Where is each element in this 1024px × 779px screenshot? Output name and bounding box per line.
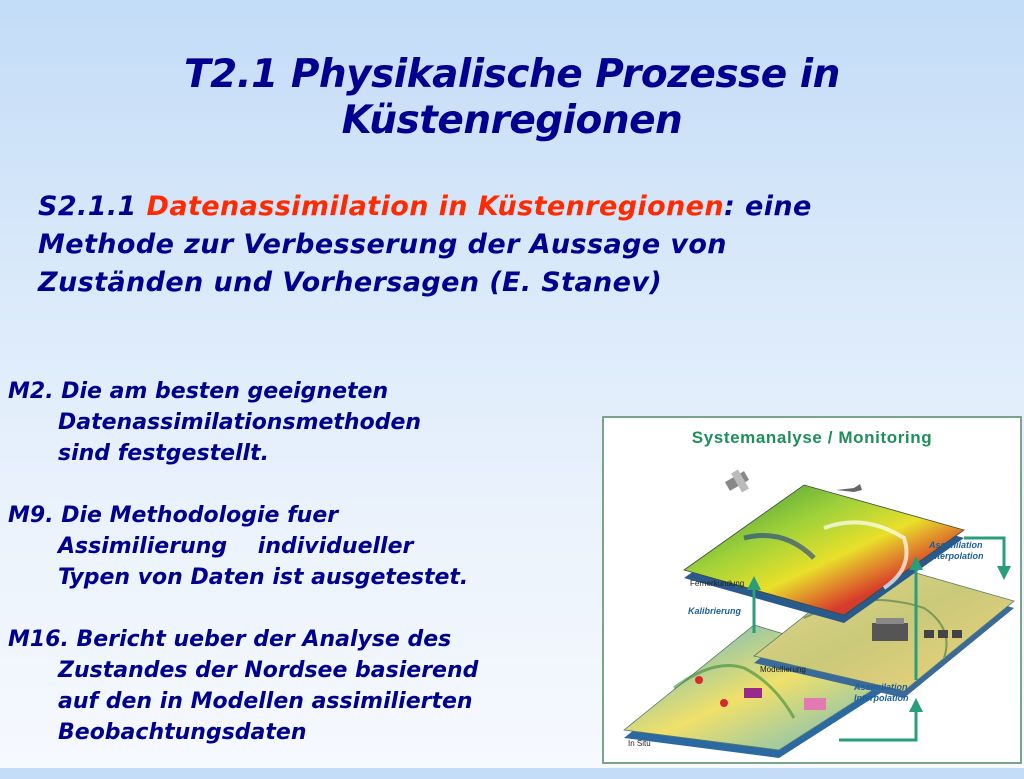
arrow-label-assimilation-bottom: Assimilation: [854, 682, 908, 692]
subtitle-highlight: Datenassimilation in Küstenregionen: [146, 191, 724, 222]
milestone-line: Zustandes der Nordsee basierend: [58, 658, 479, 683]
subtitle-line-2: Methode zur Verbesserung der Aussage von: [38, 229, 727, 260]
milestone-line: M16. Bericht ueber der Analyse des: [8, 627, 452, 652]
layer-label-modelling: Modellierung: [760, 665, 806, 674]
arrow-label-interpolation-bottom: Interpolation: [854, 693, 909, 703]
system-analysis-figure: [602, 416, 1022, 764]
milestone-m16: [8, 624, 598, 748]
figure-title: Systemanalyse / Monitoring: [691, 428, 933, 447]
satellite-icon: [725, 469, 749, 492]
layer-label-remote-sensing: Fernerkundung: [690, 579, 745, 588]
subtitle-rest: : eine: [724, 191, 812, 222]
subtitle-line-1: [38, 188, 1008, 226]
milestone-line: Typen von Daten ist ausgetestet.: [58, 565, 469, 590]
aircraft-icon: [836, 484, 862, 492]
title-line-1: T2.1 Physikalische Prozesse in: [184, 52, 840, 97]
arrow-label-calibration: Kalibrierung: [688, 606, 742, 616]
milestone-line: auf den in Modellen assimilierten: [58, 689, 473, 714]
milestone-m2: [8, 376, 598, 469]
milestone-line: M9. Die Methodologie fuer: [8, 503, 339, 528]
slide-subtitle: [38, 188, 1008, 302]
layered-maps-diagram: [604, 418, 1024, 766]
milestone-line: M2. Die am besten geeigneten: [8, 379, 389, 404]
layer-label-in-situ: In Situ: [628, 739, 651, 748]
arrow-label-interpolation-top: Interpolation: [929, 551, 984, 561]
subtitle-code: S2.1.1: [38, 191, 147, 222]
milestone-line: Beobachtungsdaten: [58, 720, 307, 745]
title-line-2: Küstenregionen: [341, 98, 683, 143]
subtitle-line-3: Zuständen und Vorhersagen (E. Stanev): [38, 267, 663, 298]
slide-title: [0, 52, 1024, 144]
milestone-line: Datenassimilationsmethoden: [58, 410, 422, 435]
milestone-m9: [8, 500, 598, 593]
arrow-label-assimilation-top: Assimilation: [929, 540, 983, 550]
milestone-list: [8, 376, 598, 779]
milestone-line: sind festgestellt.: [58, 441, 269, 466]
milestone-line: Assimilierung individueller: [58, 534, 414, 559]
